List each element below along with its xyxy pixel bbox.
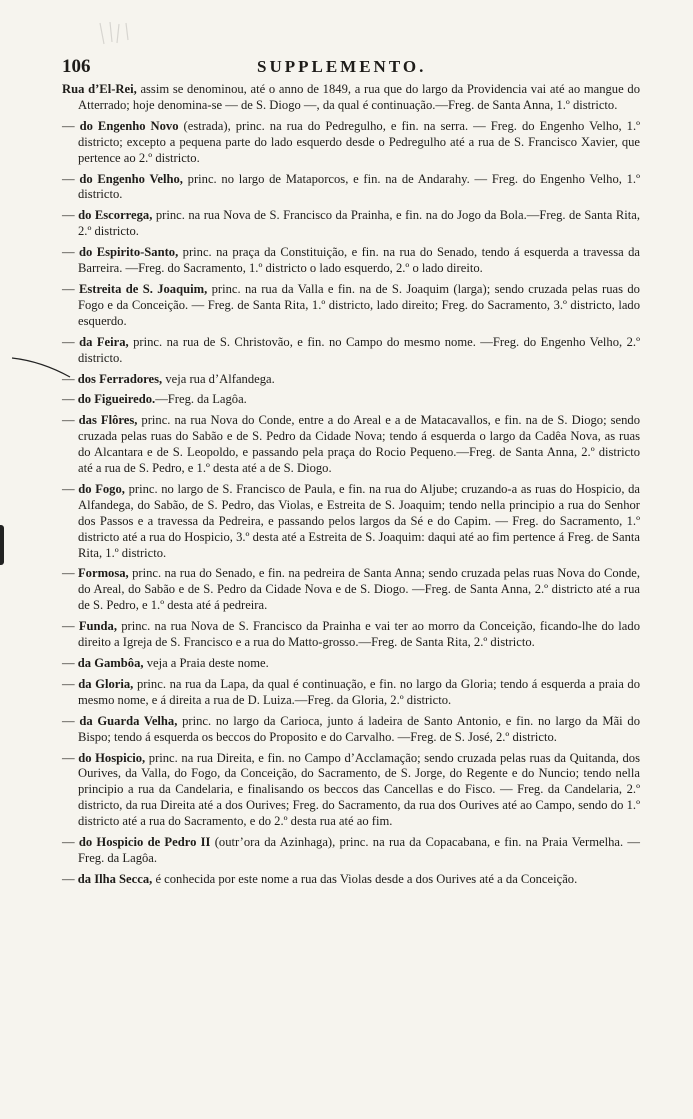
entry-hospicio: — do Hospicio, princ. na rua Direita, e fin. no Campo d’Acclamação; sendo cruzada pelas ruas da Quitanda, dos Ourives, da Valla, do Fogo, da Conceição, do Sacramento, de S. Jorge, do Regente e do Nuncio; tendo nella principio a rua da Candelaria, e finalisando os beccos das Cancellas e do Fisco. — Freg. da Candelaria, 2.º districto, da rua Direita até a dos Ourives; Freg. do Sacramento, da rua dos Ourives até ao Campo, sendo do 1.º districto até a rua do Sacramento, e do 2.º desta rua até ao fim. (62, 750, 640, 829)
street-name: Formosa, (77, 566, 129, 581)
street-name: Estreita de S. Joaquim, (78, 281, 208, 296)
running-title: SUPPLEMENTO. (257, 57, 427, 76)
street-name: dos Ferradores, (77, 371, 163, 386)
street-name: da Feira, (79, 334, 129, 349)
entry-flores: — das Flôres, princ. na rua Nova do Conde, entre a do Areal e a de Matacavallos, e fin. na de S. Diogo; sendo cruzada pelas ruas do Sabão e de S. Pedro da Cidade Nova; tendo á esquerda o largo da Cadêa Nova, as ruas do Alcantara e de S. Leopoldo, e passando pela praça do Rocio Pequeno.—Freg. de Santa Anna, 2.º districto até a rua de S. Pedro, e 1.º desta até a de S. Diogo. (62, 413, 641, 476)
street-description: princ. na rua da Lapa, da qual é continuação, e fin. no largo da Gloria; tendo á esquerda a praia do mesmo nome, e á direita a rua de D. Luiza.—Freg. da Gloria, 2.º districto. (78, 676, 641, 707)
street-description: princ. na rua Direita, e fin. no Campo d’Acclamação; sendo cruzada pelas ruas da Quitanda, dos Ourives, da Valla, do Fogo, da Conceição, do Sacramento, de S. Jorge, do Regente e do Nuncio; tendo nella principio a rua da Candelaria, e finalisando os beccos das Cancellas e do Fisco. — Freg. da Candelaria, 2.º districto, da rua Direita até a dos Ourives; Freg. do Sacramento, da rua dos Ourives até ao Campo, sendo do 1.º districto até a rua do Sacramento, e do 2.º desta rua até ao fim. (78, 750, 640, 829)
entry-estreita-sao-joaquim: — Estreita de S. Joaquim, princ. na rua da Valla e fin. na de S. Joaquim (larga); sendo cruzada pelas ruas do Fogo e da Conceição. — Freg. de Santa Rita, 1.º districto, lado direito; Freg. do Sacramento, 3.º districto, lado esquerdo. (62, 281, 640, 328)
street-description: (estrada), princ. na rua do Pedregulho, e fin. na serra. — Freg. do Engenho Velho, 1.º districto; excepto a pequena parte do lado esquerdo desde o Pedregulho até a rua de S. Francisco Xavier, que pertence ao 2.º districto. (78, 118, 640, 165)
street-description: princ. no largo de Mataporcos, e fin. na de Andarahy. — Freg. do Engenho Velho, 1.º districto. (78, 171, 640, 202)
entry-gloria: — da Gloria, princ. na rua da Lapa, da qual é continuação, e fin. no largo da Gloria; tendo á esquerda a praia do mesmo nome, e á direita a rua de D. Luiza.—Freg. da Gloria, 2.º districto. (62, 676, 641, 707)
entry-ferradores: — dos Ferradores, veja rua d’Alfandega. (62, 371, 275, 386)
binding-edge-mark (0, 525, 4, 565)
street-description: princ. na rua Nova do Conde, entre a do Areal e a de Matacavallos, e fin. na de S. Diogo; sendo cruzada pelas ruas do Sabão e de S. Pedro da Cidade Nova; tendo á esquerda o largo da Cadêa Nova, as ruas do Alcantara e de S. Leopoldo, e passando pela praça do Rocio Pequeno.—Freg. de Santa Anna, 2.º districto até a rua de S. Pedro, e 1.º desta até a de S. Diogo. (78, 413, 641, 476)
street-name: da Guarda Velha, (79, 713, 178, 728)
street-description: princ. no largo da Carioca, junto á ladeira de Santo Antonio, e fin. no largo da Mãi do Bispo; tendo á esquerda os beccos do Proposito e do Carvalho. —Freg. de S. José, 2.º districto. (78, 713, 640, 744)
entry-engenho-velho: — do Engenho Velho, princ. no largo de Mataporcos, e fin. na de Andarahy. — Freg. do Engenho Velho, 1.º districto. (62, 171, 640, 202)
street-entries (62, 82, 640, 893)
street-description: (outr’ora da Azinhaga), princ. na rua da Copacabana, e fin. na Praia Vermelha. —Freg. da Lagôa. (78, 835, 640, 865)
entry-escorrega: — do Escorrega, princ. na rua Nova de S. Francisco da Prainha, e fin. na do Jogo da Bola.—Freg. de Santa Rita, 2.º districto. (62, 208, 641, 239)
street-description: veja a Praia deste nome. (146, 656, 269, 670)
street-description: princ. na rua do Senado, e fin. na pedreira de Santa Anna; sendo cruzada pelas ruas Nova do Conde, do Areal, do Sabão e de S. Pedro da Cidade Nova e de S. Diogo. —Freg. de Santa Anna, 2.º districto até a rua de S. Pedro, e 1.º desta até á pedreira. (78, 566, 640, 613)
street-name: do Fogo, (78, 481, 125, 496)
entry-hospicio-pedro-ii: — do Hospicio de Pedro II (outr’ora da Azinhaga), princ. na rua da Copacabana, e fin. na Praia Vermelha. —Freg. da Lagôa. (62, 835, 640, 865)
street-name: do Engenho Novo (79, 118, 179, 133)
street-name: do Figueiredo. (77, 392, 156, 407)
street-description: é conhecida por este nome a rua das Violas desde a dos Ourives até a da Conceição. (155, 871, 578, 886)
entry-rua-del-rei (62, 82, 640, 114)
street-name: do Espirito-Santo, (79, 245, 179, 260)
street-name: do Escorrega, (78, 208, 153, 223)
entry-funda: — Funda, princ. na rua Nova de S. Francisco da Prainha e vai ter ao morro da Conceição, ficando-lhe do lado direito a Igreja de S. Francisco e a rua do Matto-grosso.—Freg. de Santa Rita, 2.º districto. (62, 619, 640, 650)
entry-ilha-secca: — da Ilha Secca, é conhecida por este nome a rua das Violas desde a dos Ourives até a da Conceição. (62, 871, 578, 886)
street-description: princ. na praça da Constituição, e fin. na rua do Senado, tendo á esquerda a travessa da Barreira. —Freg. do Sacramento, 1.º districto o lado esquerdo, 2.º o lado direito. (78, 245, 640, 276)
street-name: da Gambôa, (77, 656, 144, 670)
street-description: princ. na rua Nova de S. Francisco da Prainha e vai ter ao morro da Conceição, ficando-lhe do lado direito a Igreja de S. Francisco e a rua do Matto-grosso.—Freg. de Santa Rita, 2.º districto. (78, 619, 640, 650)
street-name: do Hospicio, (78, 750, 146, 765)
street-description: princ. na rua Nova de S. Francisco da Prainha, e fin. na do Jogo da Bola.—Freg. de Santa Rita, 2.º districto. (78, 208, 641, 239)
street-name: da Gloria, (78, 676, 134, 691)
street-description: princ. na rua de S. Christovão, e fin. no Campo do mesmo nome. —Freg. do Engenho Velho, 2.º districto. (78, 334, 640, 365)
street-description: princ. no largo de S. Francisco de Paula, e fin. na rua do Aljube; cruzando-a as ruas do Hospicio, da Alfandega, do Sabão, de S. Pedro, das Violas, e Estreita de S. Joaquim; tendo nella principio a rua do Senhor dos Passos e a travessa da Pedreira, e passando pelos largos da Sé e do Capim. — Freg. do Sacramento, 1.º districto até a rua do Hospicio, 3.º desta até a Estreita de S. Joaquim: daqui até ao fim pertence á Freg. de Santa Rita, 1.º districto. (78, 481, 641, 560)
entry-figueiredo: — do Figueiredo.—Freg. da Lagôa. (62, 392, 247, 407)
street-name: das Flôres, (78, 413, 138, 428)
entry-guarda-velha: — da Guarda Velha, princ. no largo da Carioca, junto á ladeira de Santo Antonio, e fin. no largo da Mãi do Bispo; tendo á esquerda os beccos do Proposito e do Carvalho. —Freg. de S. José, 2.º districto. (62, 713, 640, 744)
entry-engenho-novo: — do Engenho Novo (estrada), princ. na rua do Pedregulho, e fin. na serra. — Freg. do Engenho Velho, 1.º districto; excepto a pequena parte do lado esquerdo desde o Pedregulho até a rua de S. Francisco Xavier, que pertence ao 2.º districto. (62, 118, 640, 165)
street-name: do Engenho Velho, (79, 171, 183, 186)
street-name: do Hospicio de Pedro II (78, 835, 211, 850)
street-name: Rua d’El-Rei, (62, 82, 137, 96)
entry-espirito-santo: — do Espirito-Santo, princ. na praça da Constituição, e fin. na rua do Senado, tendo á esquerda a travessa da Barreira. —Freg. do Sacramento, 1.º districto o lado esquerdo, 2.º o lado direito. (62, 245, 640, 276)
entry-fogo: — do Fogo, princ. no largo de S. Francisco de Paula, e fin. na rua do Aljube; cruzando-a as ruas do Hospicio, da Alfandega, do Sabão, de S. Pedro, das Violas, e Estreita de S. Joaquim; tendo nella principio a rua do Senhor dos Passos e a travessa da Pedreira, e passando pelos largos da Sé e do Capim. — Freg. do Sacramento, 1.º districto até a rua do Hospicio, 3.º desta até a Estreita de S. Joaquim: daqui até ao fim pertence á Freg. de Santa Rita, 1.º districto. (62, 481, 641, 560)
street-description: veja rua d’Alfandega. (165, 371, 275, 386)
ink-smudge (95, 18, 135, 48)
street-description: princ. na rua da Valla e fin. na de S. Joaquim (larga); sendo cruzada pelas ruas do Fogo e da Conceição. — Freg. de Santa Rita, 1.º districto, lado direito; Freg. do Sacramento, 3.º districto, lado esquerdo. (78, 281, 640, 328)
entry-gamboa: — da Gambôa, veja a Praia deste nome. (62, 656, 269, 670)
entry-formosa: — Formosa, princ. na rua do Senado, e fin. na pedreira de Santa Anna; sendo cruzada pelas ruas Nova do Conde, do Areal, do Sabão e de S. Pedro da Cidade Nova e de S. Diogo. —Freg. de Santa Anna, 2.º districto até a rua de S. Pedro, e 1.º desta até á pedreira. (62, 566, 640, 613)
page-header (62, 56, 642, 80)
street-description: assim se denominou, até o anno de 1849, a rua que do largo da Providencia vai até ao mangue do Atterrado; hoje denomina-se — de S. Diogo —, da qual é continuação.—Freg. de Santa Anna, 1.º districto. (78, 82, 640, 112)
street-name: Funda, (78, 619, 117, 634)
street-name: da Ilha Secca, (77, 871, 153, 886)
street-description: —Freg. da Lagôa. (155, 392, 247, 407)
entry-feira: — da Feira, princ. na rua de S. Christovão, e fin. no Campo do mesmo nome. —Freg. do Engenho Velho, 2.º districto. (62, 334, 640, 365)
page-number: 106 (62, 56, 91, 77)
